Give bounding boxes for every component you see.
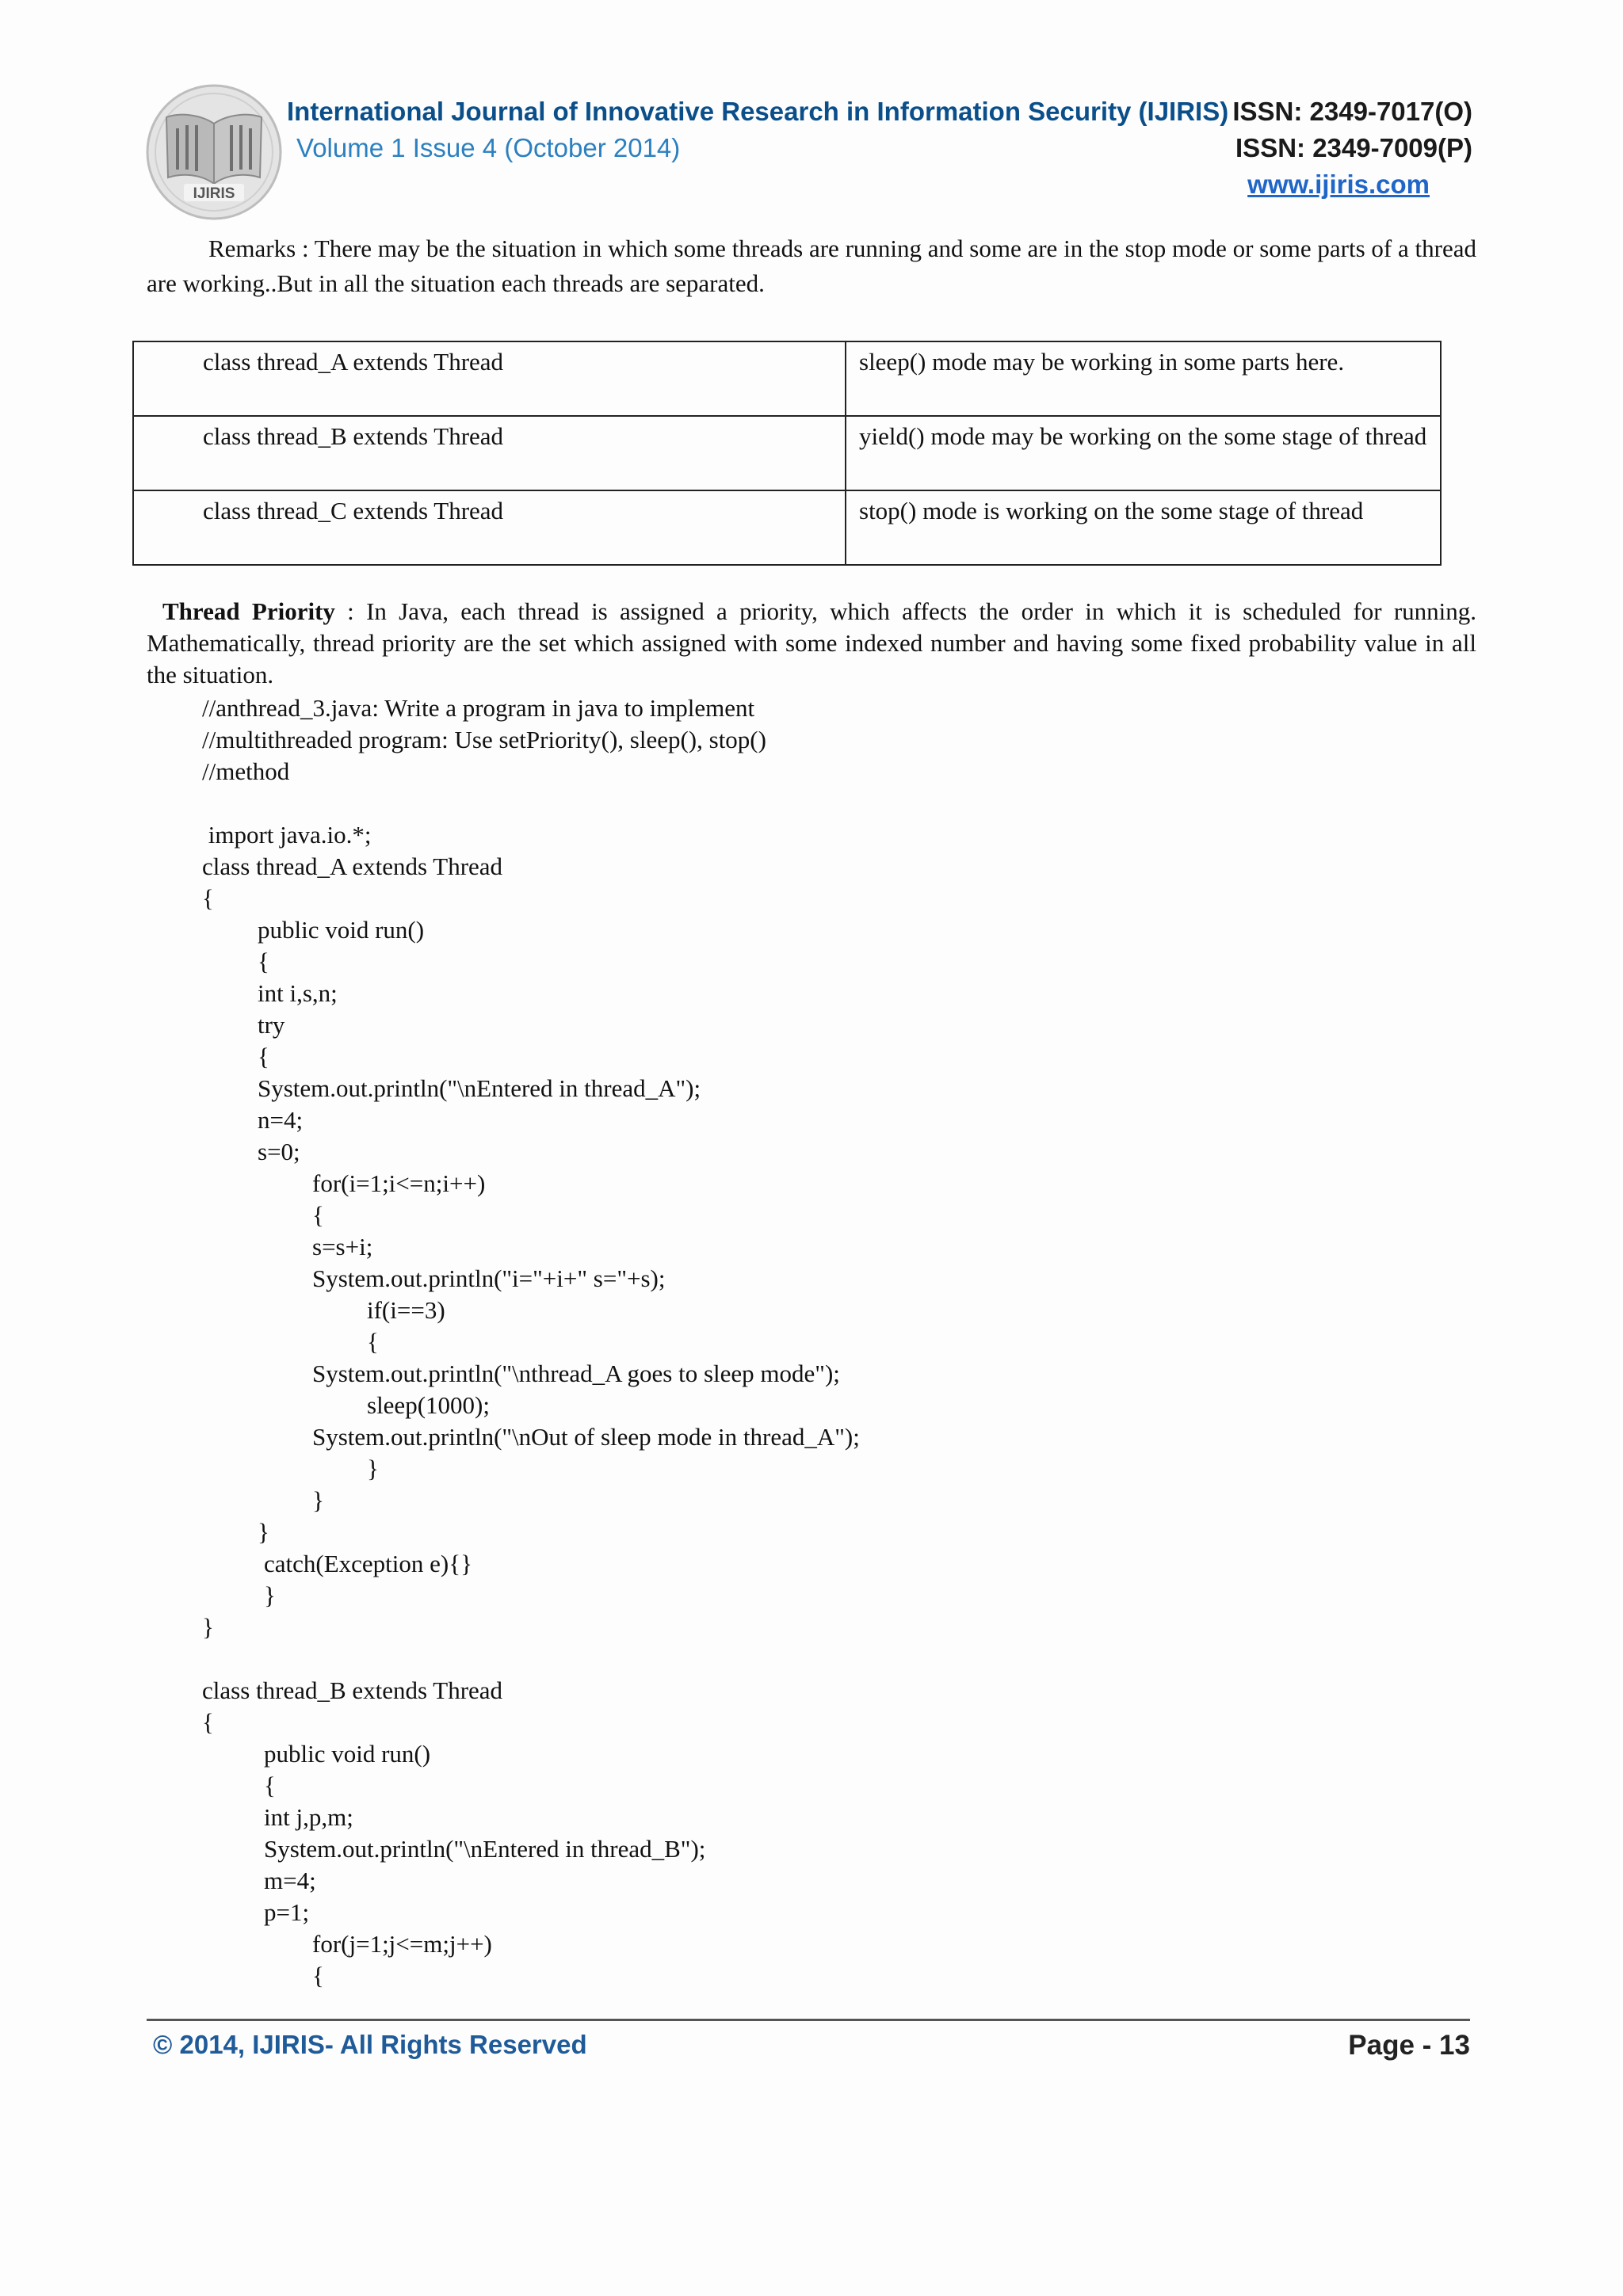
code-line: //multithreaded program: Use setPriority(), sleep(), stop() bbox=[202, 726, 766, 753]
code-line: for(i=1;i<=n;i++) bbox=[312, 1169, 486, 1197]
issn-online: ISSN: 2349-7017(O) bbox=[1232, 97, 1472, 126]
issn-print: ISSN: 2349-7009(P) bbox=[1235, 133, 1472, 162]
table-cell-class: class thread_B extends Thread bbox=[133, 416, 846, 490]
code-line: { bbox=[312, 1201, 324, 1229]
code-line: } bbox=[312, 1486, 324, 1514]
code-line: import java.io.*; bbox=[202, 821, 372, 849]
table-row bbox=[133, 416, 1441, 490]
code-line: for(j=1;j<=m;j++) bbox=[312, 1930, 492, 1958]
page-number: Page - 13 bbox=[1348, 2030, 1470, 2061]
table-cell-class: class thread_C extends Thread bbox=[133, 490, 846, 565]
journal-title: International Journal of Innovative Research in Information Security (IJIRIS) bbox=[287, 97, 1229, 126]
thread-priority-heading: Thread Priority bbox=[162, 597, 335, 625]
svg-text:IJIRIS: IJIRIS bbox=[193, 185, 235, 202]
code-line: //method bbox=[202, 757, 290, 785]
code-line: int i,s,n; bbox=[258, 979, 338, 1007]
table-cell-description: stop() mode is working on the some stage of thread bbox=[846, 490, 1441, 565]
code-line: { bbox=[264, 1772, 276, 1799]
code-line: n=4; bbox=[258, 1106, 304, 1134]
journal-url-link[interactable]: www.ijiris.com bbox=[1247, 170, 1430, 199]
code-line: { bbox=[367, 1328, 379, 1356]
thread-mode-table bbox=[132, 341, 1442, 566]
code-line: System.out.println("\nOut of sleep mode in thread_A"); bbox=[312, 1423, 860, 1451]
code-line: System.out.println("i="+i+" s="+s); bbox=[312, 1264, 666, 1292]
code-line: int j,p,m; bbox=[264, 1803, 353, 1831]
volume-issue: Volume 1 Issue 4 (October 2014) bbox=[296, 133, 681, 162]
code-line: System.out.println("\nthread_A goes to sleep mode"); bbox=[312, 1360, 840, 1387]
code-line: sleep(1000); bbox=[367, 1391, 490, 1419]
code-line: } bbox=[367, 1455, 379, 1482]
table-row bbox=[133, 341, 1441, 416]
code-line: if(i==3) bbox=[367, 1296, 445, 1324]
code-line: class thread_A extends Thread bbox=[202, 852, 503, 880]
thread-priority-text: : In Java, each thread is assigned a priority, which affects the order in which it is scheduled for running. Mathematically, thread priority are the set which assigned with some indexed number and having some fixed probability value in all the situation. bbox=[147, 597, 1476, 688]
code-line: } bbox=[264, 1581, 276, 1609]
code-line: { bbox=[312, 1962, 324, 1989]
code-line: public void run() bbox=[258, 916, 425, 944]
ijiris-logo bbox=[144, 82, 284, 222]
table-row bbox=[133, 490, 1441, 565]
code-line: { bbox=[202, 884, 214, 912]
table-cell-class: class thread_A extends Thread bbox=[133, 341, 846, 416]
code-line: { bbox=[258, 1043, 269, 1070]
code-line: System.out.println("\nEntered in thread_B"); bbox=[264, 1835, 706, 1863]
code-line: m=4; bbox=[264, 1867, 316, 1894]
table-cell-description: sleep() mode may be working in some parts here. bbox=[846, 341, 1441, 416]
code-line: class thread_B extends Thread bbox=[202, 1676, 503, 1704]
code-line: catch(Exception e){} bbox=[264, 1550, 472, 1577]
footer-divider bbox=[147, 2019, 1470, 2021]
code-line: } bbox=[258, 1518, 269, 1546]
thread-priority-paragraph bbox=[147, 596, 1476, 691]
code-line: } bbox=[202, 1613, 214, 1641]
table-cell-description: yield() mode may be working on the some stage of thread bbox=[846, 416, 1441, 490]
code-line: s=s+i; bbox=[312, 1233, 373, 1261]
code-line: { bbox=[258, 948, 269, 975]
code-line: s=0; bbox=[258, 1138, 300, 1165]
code-line: try bbox=[258, 1011, 285, 1039]
code-line: p=1; bbox=[264, 1898, 310, 1926]
code-line: //anthread_3.java: Write a program in java to implement bbox=[202, 694, 755, 722]
footer-copyright: © 2014, IJIRIS- All Rights Reserved bbox=[153, 2030, 587, 2059]
remarks-paragraph: Remarks : There may be the situation in which some threads are running and some are in the stop mode or some parts of a thread are working..But in all the situation each threads are separated. bbox=[147, 235, 1476, 297]
code-line: public void run() bbox=[264, 1740, 431, 1768]
code-line: { bbox=[202, 1708, 214, 1736]
code-line: System.out.println("\nEntered in thread_A"); bbox=[258, 1074, 701, 1102]
